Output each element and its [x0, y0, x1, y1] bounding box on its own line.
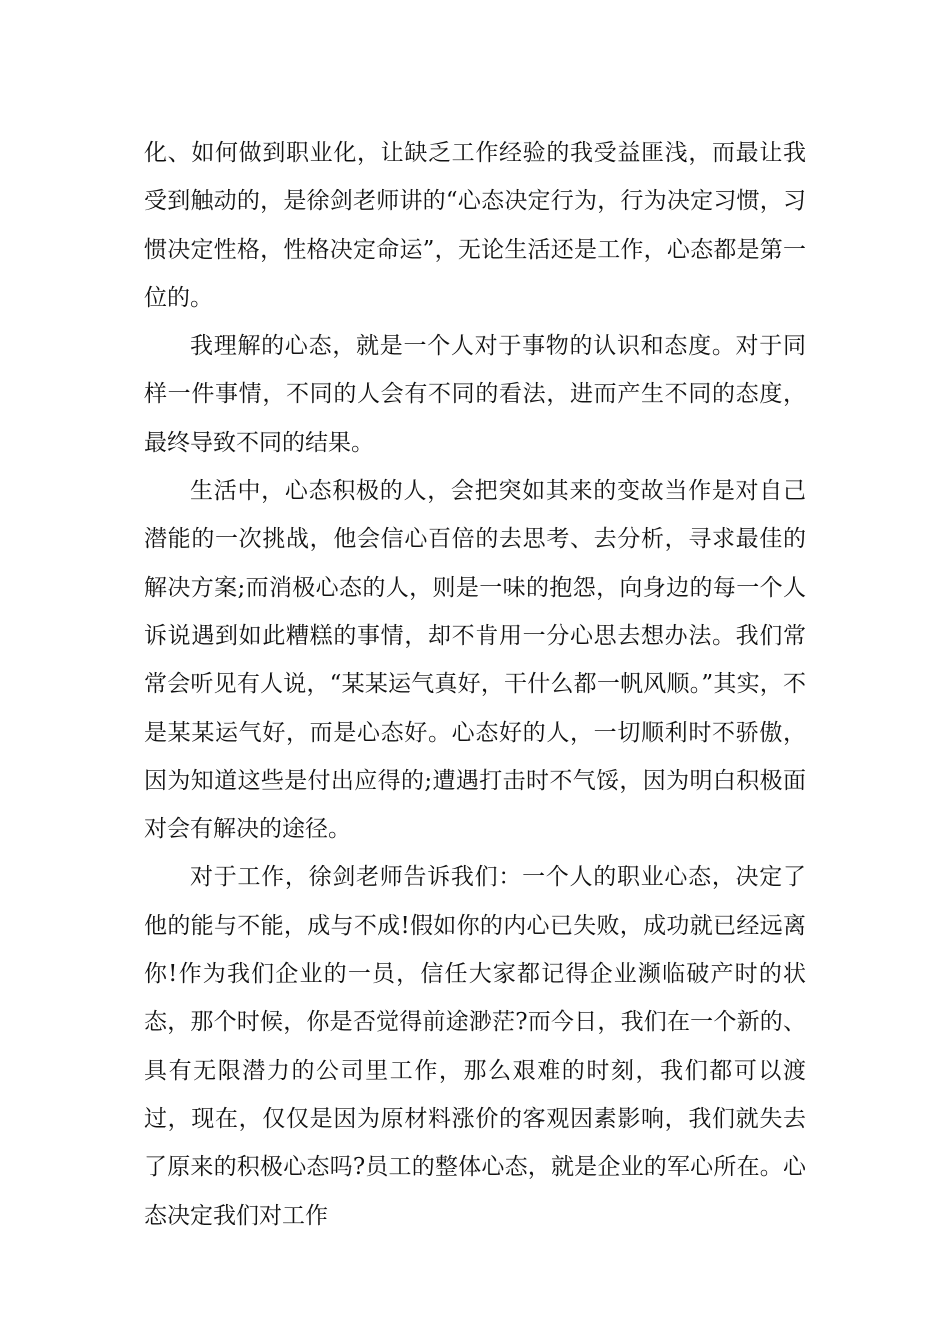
paragraph-1: 化、如何做到职业化，让缺乏工作经验的我受益匪浅，而最让我受到触动的，是徐剑老师讲的“心态决定行为，行为决定习惯，习惯决定性格，性格决定命运”，无论生活还是工作，心态都是第一位的。 [144, 140, 806, 311]
paragraph-2: 我理解的心态，就是一个人对于事物的认识和态度。对于同样一件事情，不同的人会有不同的看法，进而产生不同的态度，最终导致不同的结果。 [144, 333, 806, 456]
paragraph-3: 生活中，心态积极的人，会把突如其来的变故当作是对自己潜能的一次挑战，他会信心百倍的去思考、去分析，寻求最佳的解决方案;而消极心态的人，则是一味的抱怨，向身边的每一个人诉说遇到如此糟糕的事情，却不肯用一分心思去想办法。我们常常会听见有人说，“某某运气真好，干什么都一帆风顺。”其实，不是某某运气好，而是心态好。心态好的人，一切顺利时不骄傲，因为知道这些是付出应得的;遭遇打击时不气馁，因为明白积极面对会有解决的途径。 [144, 478, 806, 843]
document-body [144, 129, 806, 1240]
paragraph-4: 对于工作，徐剑老师告诉我们：一个人的职业心态，决定了他的能与不能，成与不成!假如你的内心已失败，成功就已经远离你!作为我们企业的一员，信任大家都记得企业濒临破产时的状态，那个时候，你是否觉得前途渺茫?而今日，我们在一个新的、具有无限潜力的公司里工作，那么艰难的时刻，我们都可以渡过，现在，仅仅是因为原材料涨价的客观因素影响，我们就失去了原来的积极心态吗?员工的整体心态，就是企业的军心所在。心态决定我们对工作 [144, 864, 806, 1229]
